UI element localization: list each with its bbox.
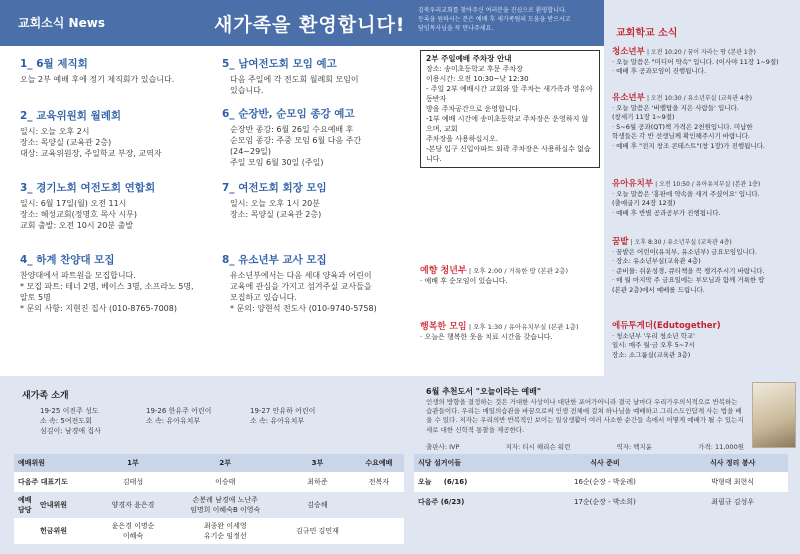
youth-section xyxy=(420,266,604,286)
news-item-body: 찬양대에서 파트원을 모집합니다. * 모집 파트: 테너 2명, 베이스 3명, 소프라노 5명, 알토 5명 * 문의 사항: 지현진 집사 (010-8765-7008) xyxy=(20,271,194,313)
book-author: 저자: 티시 해리슨 워런 xyxy=(505,443,571,451)
table-cell: 김규민 김민재 xyxy=(281,518,354,544)
news-item-body: 일시: 6월 17일(월) 오전 11시 장소: 혜성교회(정명호 목사 시무) 교회 출발: 오전 10시 20분 출발 xyxy=(20,199,138,230)
table-row xyxy=(14,492,404,518)
school-section xyxy=(612,322,798,360)
table-row xyxy=(14,472,404,492)
youth-title: 예향 청년부 xyxy=(420,266,467,276)
school-title: 교회학교 소식 xyxy=(616,28,678,39)
table-cell xyxy=(354,492,404,518)
school-section-time: | 오전 10:30 / 유소년부실 (교육관 4층) xyxy=(646,95,752,102)
school-section-time: | 오전 10:20 / 꿈이 자라는 땅 (본관 1층) xyxy=(646,49,756,56)
news-item-body: 오늘 2부 예배 후에 정기 제직회가 있습니다. xyxy=(20,75,175,84)
table-cell: 17순(순장 - 박소희) xyxy=(573,498,636,506)
header-bar xyxy=(0,0,604,46)
table-cell: 최종완 이세영 유기순 임정선 xyxy=(169,518,281,544)
table-cell: 다음주 대표기도 xyxy=(14,472,97,492)
parking-title: 2부 주일예배 주차장 안내 xyxy=(426,54,512,63)
table-cell: 손봉례 남경애 노난주 임명희 이혜숙B 이영숙 xyxy=(190,496,261,514)
table-cell: 이승태 xyxy=(169,472,281,492)
row-label: 안내위원 xyxy=(40,501,68,509)
table-header-cell: 식사 준비 xyxy=(533,454,678,472)
new-family-title: 새가족 소개 xyxy=(22,391,69,401)
table-cell xyxy=(14,492,97,518)
book-meta xyxy=(426,442,744,451)
happy-title: 행복한 모임 xyxy=(420,322,467,332)
new-family-entry: 19-25 이진주 성도 소 속: 5여전도회 섬김이: 남경애 집사 xyxy=(40,407,101,435)
news-item xyxy=(20,110,215,159)
school-section-title: 꿈밭 xyxy=(612,237,629,247)
news-item xyxy=(20,254,220,314)
news-item xyxy=(222,58,407,96)
table-cell xyxy=(354,518,404,544)
book-cover-image xyxy=(752,382,796,448)
school-section xyxy=(612,94,798,151)
news-item xyxy=(20,58,210,85)
school-section-body: · 꿈밭은 어린이(유치부, 유소년부) 금요모임입니다. · 장소: 유소년부실(교육관 4층) · 준비물: 쉬운성경, 큐티책을 꼭 챙겨주시기 바랍니다. · 매 월 마지막 주 금요일에는 부모님과 함께 거룩한 땅 (본관 2층)에서 예배를 드립니다. xyxy=(612,247,765,294)
school-section-time: | 오전 10:50 / 유아유치부실 (본관 1층) xyxy=(655,181,761,188)
table-row xyxy=(14,518,404,544)
school-section-title: 유소년부 xyxy=(612,93,645,103)
news-item-title: 7_ 여전도회 회장 모임 xyxy=(222,182,327,194)
table-header-cell: 2부 xyxy=(169,454,281,472)
school-section xyxy=(612,180,798,218)
middle-column xyxy=(410,46,604,376)
table-header-cell: 예배위원 xyxy=(14,454,97,472)
news-item-title: 2_ 교육위원회 월례회 xyxy=(20,110,122,122)
welcome-title: 새가족을 환영합니다! xyxy=(214,14,406,36)
table-cell: 최필규 김성우 xyxy=(711,498,755,506)
table-cell: 최하준 xyxy=(281,472,354,492)
news-item-body: 일시: 오늘 오후 1시 20분 장소: 목양실 (교육관 2층) xyxy=(230,199,322,219)
news-item-body: 순장반 종강: 6월 26일 수요예배 후 순모임 종강: 주중 모임 6월 다음 주간 (24~29일) 주일 모임 6월 30일 (주일) xyxy=(230,125,362,167)
book-price: 가격: 11,000원 xyxy=(698,443,744,451)
news-item-body: 다음 주일에 각 전도회 월례회 모임이 있습니다. xyxy=(230,75,359,95)
table-header-cell: 수요예배 xyxy=(354,454,404,472)
school-section xyxy=(612,48,798,77)
news-item xyxy=(222,108,407,168)
table-header-cell: 식사 정리 봉사 xyxy=(677,454,788,472)
table-row xyxy=(414,472,788,492)
row-label: 헌금위원 xyxy=(40,527,68,535)
table-cell: 김승해 xyxy=(307,501,328,509)
table-cell: 김태성 xyxy=(97,472,170,492)
news-item xyxy=(222,182,407,220)
table-cell: 박형태 최현식 xyxy=(677,472,788,492)
school-section-title: 에듀투게더(Edutogether) xyxy=(612,321,721,331)
table-cell: 윤은경 이명순 이혜숙 xyxy=(97,518,170,544)
meal-duty-table xyxy=(414,454,788,512)
youth-body: · 예배 후 순모임이 있습니다. xyxy=(420,277,508,285)
table-cell: 양경자 윤은경 xyxy=(111,501,155,509)
table-row xyxy=(414,492,788,512)
school-section-body: · 청소년부 '우리 청소년 학교' 일시: 매주 월·금 오후 5~7시 장소: 소그룹실(교육관 3층) xyxy=(612,331,695,359)
school-section-title: 청소년부 xyxy=(612,47,645,57)
table-header-row xyxy=(14,454,404,472)
news-item xyxy=(222,254,407,314)
news-title: 교회소식 News xyxy=(18,16,105,30)
school-section-body: · 오늘 말씀은 '홍판에 약속을 새겨 주셨어요' 입니다. (출애굽기 24장 12절) · 예배 후 반별 공과공부가 진행됩니다. xyxy=(612,189,760,217)
book-recommendation xyxy=(410,376,800,452)
table-header-cell: 3부 xyxy=(281,454,354,472)
table-cell: 오늘 (6/16) xyxy=(414,472,533,492)
table-cell: 다음주 (6/23) xyxy=(418,498,465,506)
table-header-cell: 식당 설거이들 xyxy=(414,454,533,472)
school-section-body: · 오늘 말씀은 '버렐탑을 지은 사람들' 입니다. (창세기 11장 1~9절) · 5~6월 공과(QT)책 가격은 2천원입니다. 미납한 학생들은 각 반 선생님께 확인해주시기 바랍니다. · 예배 후 "전지 창조 콘테스트"(창 1장)가 진행됩니다. xyxy=(612,103,766,150)
parking-body: 장소: 송미초등학교 후문 주차장 이용시간: 오전 10:30~낮 12:30 - 주일 2부 예배시간 교회와 앞 주차는 새가족과 영유아 동반자 방을 주차공간으로 운영합니다. -1부 예배 시간에 송미초등학교 주차장은 운영하지 않으며, 교회 주차장을 사용하십시오. -본당 입구 신입아파트 외곽 주차장은 사용하실수 없습니다. xyxy=(426,65,593,163)
news-item-title: 8_ 유소년부 교사 모집 xyxy=(222,254,327,266)
school-section-time: | 오후 8:30 / 유소년부실 (교육관 4층) xyxy=(630,239,732,246)
table-cell xyxy=(14,518,97,544)
table-header-row xyxy=(414,454,788,472)
service-duty-table xyxy=(14,454,404,544)
book-translator: 역자: 백지윤 xyxy=(616,443,653,451)
news-item xyxy=(20,182,215,231)
news-item-title: 5_ 남여전도회 모임 예고 xyxy=(222,58,337,70)
new-family xyxy=(0,376,410,452)
book-publisher: 출판사: IVP xyxy=(426,443,460,451)
bottom-section xyxy=(0,376,800,554)
news-item-title: 3_ 경기노회 여전도회 연합회 xyxy=(20,182,156,194)
happy-body: · 오늘은 행복한 웃음 치료 시간을 갖습니다. xyxy=(420,333,553,341)
table-header-cell: 1부 xyxy=(97,454,170,472)
news-item-title: 1_ 6월 제직회 xyxy=(20,58,88,70)
school-news xyxy=(604,0,800,376)
book-title: 6월 추천도서 "오늘이라는 예배" xyxy=(426,387,541,396)
school-section-title: 유아유치부 xyxy=(612,179,654,189)
news-section xyxy=(0,46,410,376)
happy-time: | 오후 1:30 / 유아유치부실 (본관 1층) xyxy=(468,323,579,331)
new-family-entry: 19-27 안유하 어린이 소 속: 유아유치부 xyxy=(250,407,316,425)
new-family-entry: 19-26 한유주 어린이 소 속: 유아유치부 xyxy=(146,407,212,425)
happy-section xyxy=(420,322,604,342)
news-item-body: 일시: 오늘 오후 2시 장소: 목양실 (교육관 2층) 대상: 교육위원장, 주일학교 부장, 교역자 xyxy=(20,127,162,158)
side-label: 예배 담당 xyxy=(18,496,32,514)
table-cell: 전복자 xyxy=(354,472,404,492)
news-item-body: 유소년부에서는 다음 세대 양육과 어린이 교육에 관심을 가지고 섬겨주실 교사들을 모집하고 있습니다. * 문의: 양현석 전도사 (010-9740-5758) xyxy=(230,271,377,313)
welcome-note: 김북우리교회를 찾아주신 여러분을 진심으로 환영합니다. 등록을 원하시는 분은 예배 후 새가족팀의 도움을 받으시고 담임목사님을 꼭 만나주세요. xyxy=(418,7,571,32)
news-item-title: 4_ 하계 찬양대 모집 xyxy=(20,254,115,266)
table-cell: 16순(순장 - 박윤례) xyxy=(533,472,678,492)
school-section xyxy=(612,238,798,295)
parking-notice xyxy=(420,50,600,168)
youth-time: | 오후 2:00 / 거룩한 땅 (본관 2층) xyxy=(468,267,569,275)
news-item-title: 6_ 순장반, 순모임 종강 예고 xyxy=(222,108,355,120)
school-section-body: · 오늘 말씀은 "미디어 약속" 입니다. (이사야 11장 1~9절) · 예배 후 공과모임이 진행됩니다. xyxy=(612,57,779,75)
book-description: 인생의 방향을 결정하는 것은 거대한 사상이나 대단한 포어가아니라 결국 날마다 우리가우의식적으로 반복하는 습관들이다. 우리는 매일의습관을 바꿈으로써 인생 전체에 걸쳐 하나님을 예배하고 그리스도인답게 사는 법을 배울 수 있다. 저자는 우리의반 반복적인 보이는 일상생활이 여러 사소한 순간들 속에서 어떻게 예배가 될 수 있는지 새로 대한 신학적 통찰을 제공한다. xyxy=(426,398,744,434)
